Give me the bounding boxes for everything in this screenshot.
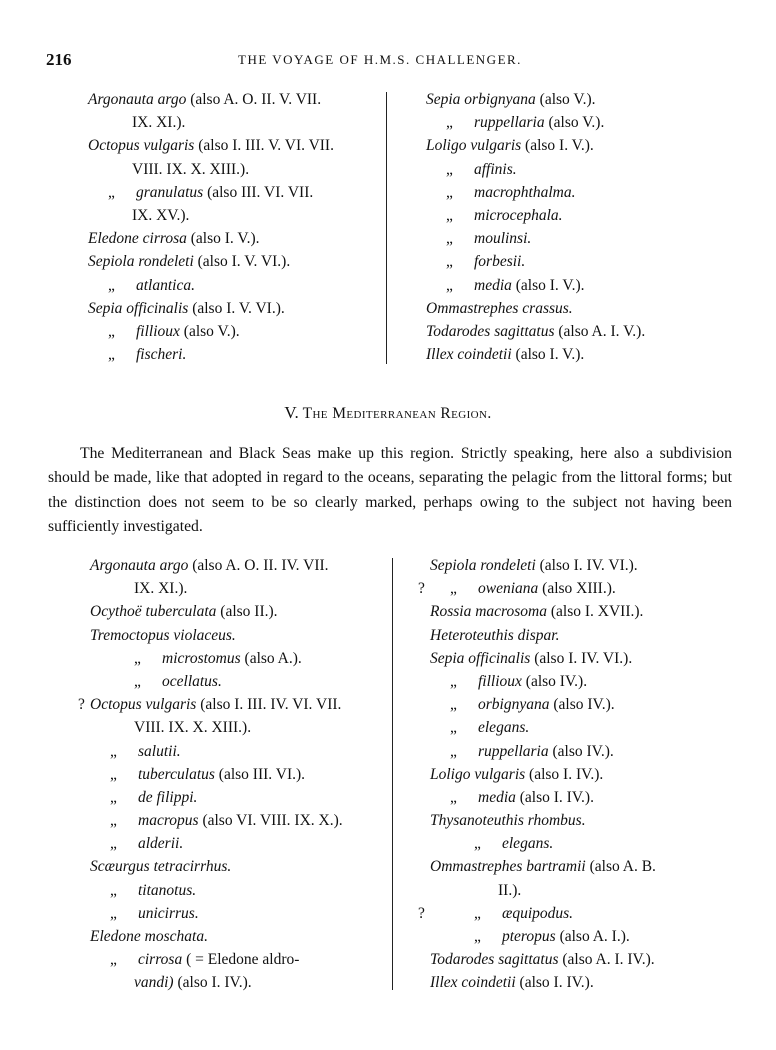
ditto-mark: „	[474, 904, 481, 922]
species-name: oweniana	[478, 580, 539, 598]
species-name: vandi)	[134, 974, 174, 992]
species-entry	[430, 647, 730, 670]
top-list-column-rule	[386, 92, 387, 364]
species-name: Scæurgus tetracirrhus.	[90, 858, 232, 876]
species-entry	[418, 577, 730, 600]
query-mark: ?	[418, 904, 425, 922]
ditto-mark: „	[134, 672, 141, 690]
species-entry	[90, 971, 390, 994]
species-entry	[90, 855, 390, 878]
bottom-list-column-rule	[392, 558, 393, 990]
species-entry	[430, 670, 730, 693]
species-name: moulinsi.	[474, 230, 532, 248]
species-name: Todarodes sagittatus	[426, 322, 555, 340]
species-entry	[426, 250, 726, 273]
region-note: (also I. IV. VI.).	[535, 557, 638, 574]
region-note: VIII. IX. X. XIII.).	[132, 160, 250, 178]
page-number: 216	[46, 50, 72, 69]
species-entry	[90, 879, 390, 902]
species-entry	[90, 577, 390, 600]
ditto-mark: „	[110, 788, 117, 806]
ditto-mark: „	[110, 765, 117, 783]
species-name: macrophthalma.	[474, 183, 576, 201]
region-note: (also A. O. II. V. VII.	[186, 91, 322, 108]
region-note: (also I. V. VI.).	[193, 253, 291, 271]
species-entry	[426, 181, 726, 204]
species-name: tuberculatus	[138, 765, 215, 783]
region-note: (also V.).	[535, 91, 596, 108]
species-entry	[430, 763, 730, 786]
species-name: fillioux	[478, 672, 522, 690]
region-note: II.).	[498, 881, 522, 899]
species-entry	[426, 204, 726, 227]
species-name: Illex coindetii	[426, 346, 512, 364]
species-entry	[426, 297, 726, 320]
species-entry	[426, 88, 726, 111]
species-entry	[88, 343, 384, 366]
species-name: Argonauta argo	[88, 91, 187, 108]
species-entry	[88, 297, 384, 320]
species-name: Loligo vulgaris	[426, 137, 522, 155]
species-entry	[88, 111, 384, 134]
species-name: affinis.	[474, 160, 517, 178]
species-name: forbesii.	[474, 253, 526, 271]
species-name: elegans.	[502, 835, 554, 853]
region-note: (also IV.).	[548, 742, 614, 760]
region-note: (also V.).	[544, 114, 605, 132]
ditto-mark: „	[110, 881, 117, 899]
species-name: Eledone cirrosa	[88, 230, 187, 248]
ditto-mark: „	[446, 183, 453, 201]
species-entry	[88, 250, 384, 273]
species-name: fillioux	[136, 322, 180, 340]
region-note: IX. XV.).	[132, 206, 190, 224]
species-entry	[90, 786, 390, 809]
species-entry	[430, 971, 730, 994]
region-note: (also I. XVII.).	[546, 603, 644, 621]
section-title: The Mediterranean Region.	[302, 405, 492, 422]
species-entry	[78, 693, 390, 716]
ditto-mark: „	[450, 696, 457, 714]
species-entry	[90, 600, 390, 623]
species-entry	[430, 716, 730, 739]
ditto-mark: „	[108, 183, 115, 201]
running-title: THE VOYAGE OF H.M.S. CHALLENGER.	[238, 52, 522, 67]
species-name: Loligo vulgaris	[430, 765, 526, 783]
species-name: æquipodus.	[502, 904, 574, 922]
species-entry	[426, 227, 726, 250]
region-note: (also A.).	[240, 649, 302, 667]
species-name: elegans.	[478, 719, 530, 737]
region-note: (also XIII.).	[538, 580, 616, 598]
bottom-list-right-column	[418, 554, 730, 995]
region-note: (also I. V.).	[521, 137, 594, 155]
species-name: ruppellaria	[474, 114, 545, 132]
species-name: Sepiola rondeleti	[430, 557, 536, 574]
species-name: Ommastrephes bartramii	[430, 858, 586, 876]
ditto-mark: „	[108, 322, 115, 340]
region-note: (also IV.).	[521, 672, 588, 690]
species-entry	[90, 624, 390, 647]
species-entry	[418, 902, 730, 925]
top-list-left-column	[88, 88, 384, 366]
ditto-mark: „	[110, 904, 117, 922]
species-name: Argonauta argo	[90, 557, 189, 574]
species-name: Ommastrephes crassus.	[426, 299, 573, 317]
ditto-mark: „	[446, 276, 453, 294]
top-list-right-column	[426, 88, 726, 366]
section-numeral: V.	[284, 403, 299, 422]
region-note: (also I. V.).	[511, 346, 585, 364]
ditto-mark: „	[474, 835, 481, 853]
species-name: microstomus	[162, 649, 241, 667]
species-name: de filippi.	[138, 788, 198, 806]
species-name: Sepia orbignyana	[426, 91, 536, 108]
species-name: Heteroteuthis dispar.	[430, 626, 560, 644]
region-note: (also I. III. V. VI. VII.	[194, 137, 334, 155]
species-name: Ocythoë tuberculata	[90, 603, 217, 621]
species-entry	[90, 832, 390, 855]
ditto-mark: „	[110, 951, 117, 969]
species-entry	[426, 343, 726, 366]
bottom-species-list	[0, 554, 776, 1004]
species-entry	[430, 948, 730, 971]
species-entry	[90, 902, 390, 925]
species-entry	[88, 158, 384, 181]
species-name: fischeri.	[136, 346, 187, 364]
species-entry	[90, 554, 390, 577]
region-note: (also A. I. V.).	[554, 322, 646, 340]
species-entry	[430, 740, 730, 763]
species-entry	[88, 227, 384, 250]
ditto-mark: „	[450, 580, 457, 598]
region-note: (also V.).	[179, 322, 240, 340]
ditto-mark: „	[446, 206, 453, 224]
species-name: pteropus	[502, 928, 556, 945]
section-heading	[0, 403, 776, 423]
region-note: (also I. IV.).	[515, 974, 594, 992]
ditto-mark: „	[446, 253, 453, 271]
species-name: Sepiola rondeleti	[88, 253, 194, 271]
species-entry	[430, 855, 730, 878]
ditto-mark: „	[474, 928, 481, 945]
species-entry	[88, 274, 384, 297]
region-note: ( = Eledone aldro-	[182, 951, 300, 969]
region-note: (also I. V. VI.).	[188, 299, 285, 317]
species-name: ocellatus.	[162, 672, 222, 690]
species-name: Thysanoteuthis rhombus.	[430, 812, 586, 830]
query-mark: ?	[418, 580, 425, 598]
species-name: Sepia officinalis	[88, 299, 189, 317]
ditto-mark: „	[108, 276, 115, 294]
region-note: VIII. IX. X. XIII.).	[134, 719, 252, 737]
region-note: (also I. IV.).	[173, 974, 252, 992]
species-entry	[88, 181, 384, 204]
species-entry	[430, 809, 730, 832]
species-name: media	[478, 788, 516, 806]
species-entry	[430, 600, 730, 623]
region-note: IX. XI.).	[132, 114, 186, 132]
ditto-mark: „	[110, 742, 117, 760]
species-name: atlantica.	[136, 276, 195, 294]
region-note: (also I. IV. VI.).	[530, 649, 633, 667]
species-name: ruppellaria	[478, 742, 549, 760]
species-entry	[430, 693, 730, 716]
region-note: (also I. IV.).	[525, 765, 604, 783]
species-name: Octopus vulgaris	[88, 137, 195, 155]
species-name: titanotus.	[138, 881, 197, 899]
species-entry	[426, 274, 726, 297]
species-entry	[426, 158, 726, 181]
species-name: salutii.	[138, 742, 181, 760]
species-name: Illex coindetii	[430, 974, 516, 992]
species-entry	[90, 925, 390, 948]
species-entry	[426, 111, 726, 134]
species-name: Rossia macrosoma	[430, 603, 547, 621]
ditto-mark: „	[446, 160, 453, 178]
region-note: (also IV.).	[549, 696, 615, 714]
region-note: (also VI. VIII. IX. X.).	[198, 812, 343, 830]
region-note: (also I. V.).	[511, 276, 585, 294]
ditto-mark: „	[446, 230, 453, 248]
region-note: (also A. B.	[585, 858, 656, 876]
species-entry	[90, 740, 390, 763]
species-entry	[430, 832, 730, 855]
species-name: Octopus vulgaris	[90, 696, 197, 714]
species-entry	[90, 647, 390, 670]
region-note: (also II.).	[216, 603, 278, 621]
species-entry	[430, 624, 730, 647]
species-entry	[88, 88, 384, 111]
query-mark: ?	[78, 696, 85, 714]
species-entry	[430, 554, 730, 577]
region-note: (also I. IV.).	[515, 788, 594, 806]
species-name: alderii.	[138, 835, 184, 853]
ditto-mark: „	[450, 742, 457, 760]
ditto-mark: „	[450, 788, 457, 806]
species-name: Todarodes sagittatus	[430, 951, 559, 969]
ditto-mark: „	[108, 346, 115, 364]
region-note: (also A. O. II. IV. VII.	[188, 557, 329, 574]
species-name: unicirrus.	[138, 904, 199, 922]
region-note: (also A. I. IV.).	[558, 951, 655, 969]
region-note: (also III. VI. VII.	[203, 183, 314, 201]
species-entry	[430, 786, 730, 809]
species-name: cirrosa	[138, 951, 183, 969]
species-name: Tremoctopus violaceus.	[90, 626, 236, 644]
ditto-mark: „	[110, 835, 117, 853]
species-entry	[88, 204, 384, 227]
ditto-mark: „	[450, 672, 457, 690]
species-entry	[90, 948, 390, 971]
ditto-mark: „	[134, 649, 141, 667]
species-entry	[426, 134, 726, 157]
species-name: Sepia officinalis	[430, 649, 531, 667]
top-species-list	[0, 88, 776, 368]
species-entry	[426, 320, 726, 343]
region-note: (also III. VI.).	[214, 765, 306, 783]
region-note: (also I. V.).	[186, 230, 260, 248]
species-entry	[90, 809, 390, 832]
ditto-mark: „	[446, 114, 453, 132]
species-entry	[430, 879, 730, 902]
section-paragraph: The Mediterranean and Black Seas make up this region. Strictly speaking, here also a subdivision should be made, like that adopted in regard to the oceans, separating the pelagic from the littoral forms; but the distinction does not seem to be so clearly marked, perhaps owing to the subject not having been sufficiently investigated.	[48, 445, 732, 536]
species-entry	[430, 925, 730, 948]
region-note: IX. XI.).	[134, 580, 188, 598]
species-entry	[90, 670, 390, 693]
ditto-mark: „	[450, 719, 457, 737]
species-name: microcephala.	[474, 206, 563, 224]
species-entry	[88, 134, 384, 157]
species-entry	[90, 716, 390, 739]
region-note: (also I. III. IV. VI. VII.	[196, 696, 342, 714]
species-name: granulatus	[136, 183, 204, 201]
species-name: media	[474, 276, 512, 294]
species-name: Eledone moschata.	[90, 928, 208, 945]
ditto-mark: „	[110, 812, 117, 830]
species-entry	[90, 763, 390, 786]
species-name: orbignyana	[478, 696, 550, 714]
bottom-list-left-column	[78, 554, 390, 995]
species-entry	[88, 320, 384, 343]
species-name: macropus	[138, 812, 199, 830]
region-note: (also A. I.).	[555, 928, 630, 945]
